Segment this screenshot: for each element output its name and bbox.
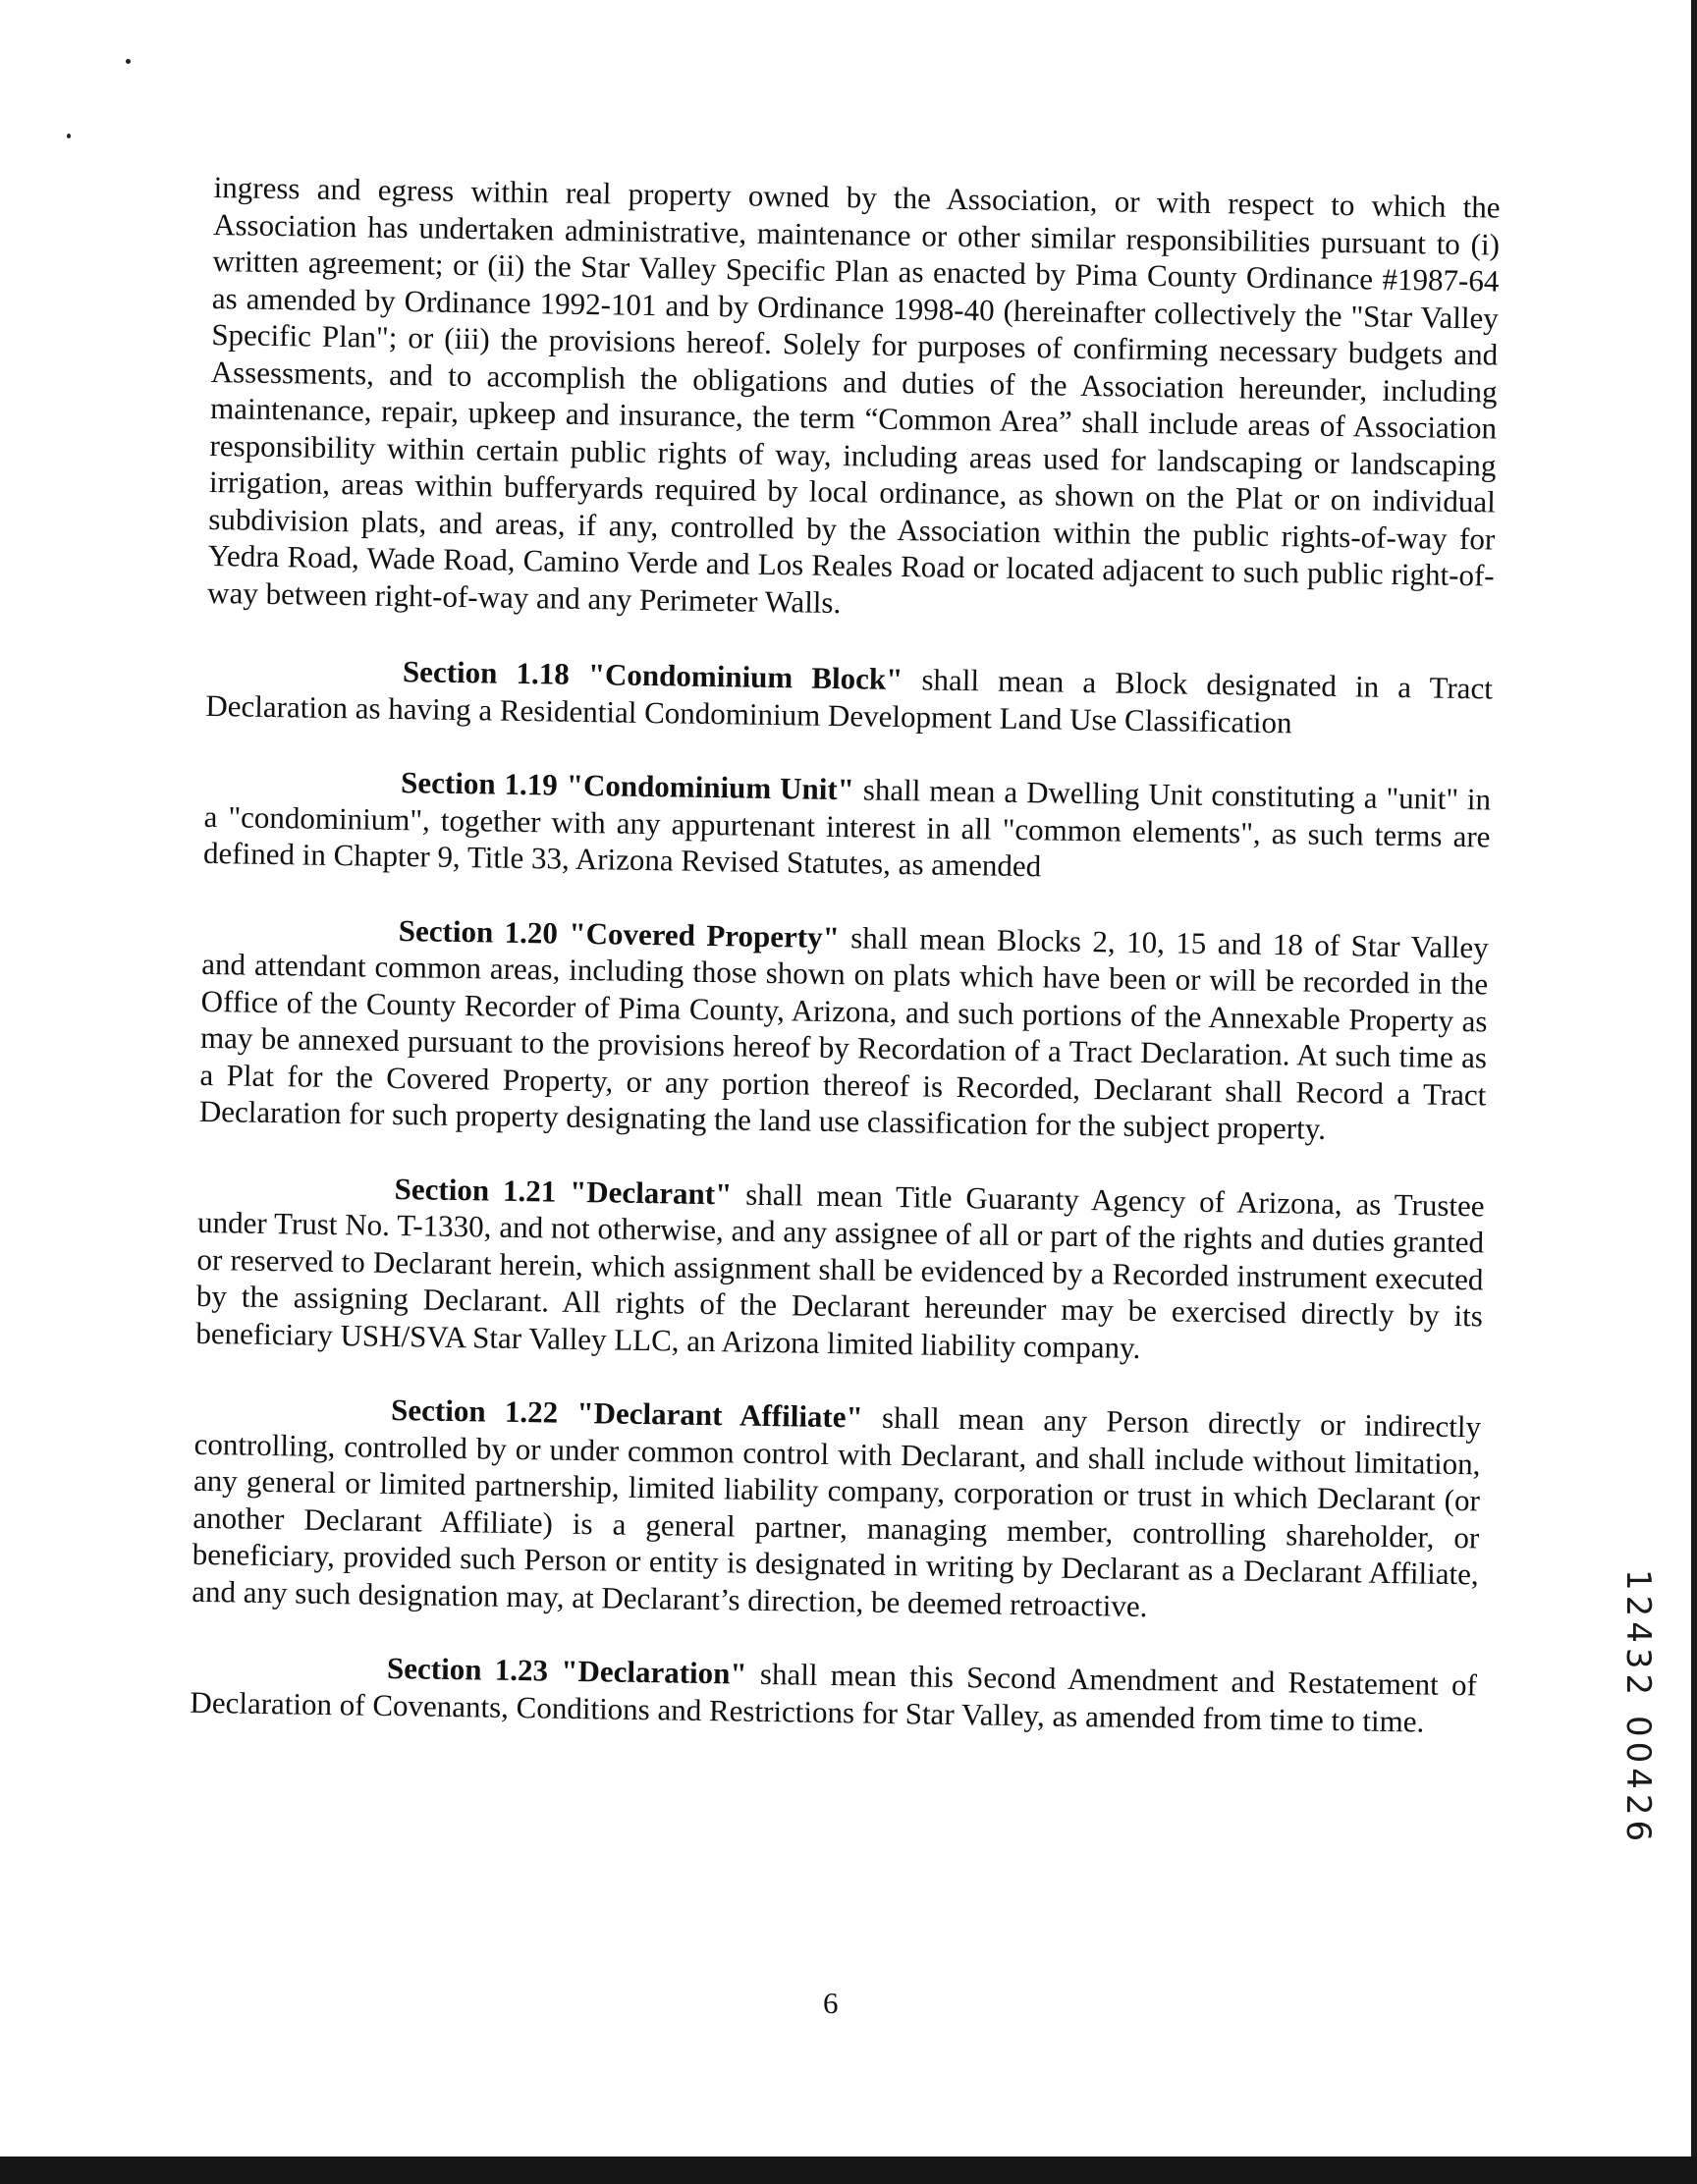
section-text: shall mean a Block designated in a Tract Declaration as having a Residential Condominium Development Land Use Classification xyxy=(205,662,1494,739)
section-1-22 xyxy=(192,1389,1481,1630)
section-heading: Section 1.19 "Condominium Unit" xyxy=(400,765,855,807)
intro-paragraph: ingress and egress within real property owned by the Association, or with respect to which the Association has undertaken administrative, maintenance or other similar responsibilities pursuant to (i) written agreement; or (ii) the Star Valley Specific Plan as enacted by Pima County Ordinance #1987-64 as amended by Ordinance 1992-101 and by Ordinance 1998-40 (hereinafter collectively the "Star Valley Specific Plan"; or (iii) the provisions hereof. Solely for purposes of confirming necessary budgets and Assessments, and to accomplish the obligations and duties of the Association hereunder, including maintenance, repair, upkeep and insurance, the term “Common Area” shall include areas of Association responsibility within certain public rights of way, including areas used for landscaping or landscaping irrigation, areas within bufferyards required by local ordinance, as shown on the Plat or on individual subdivision plats, and areas, if any, controlled by the Association within the public rights-of-way for Yedra Road, Wade Road, Camino Verde and Los Reales Road or located adjacent to such public right-of-way between right-of-way and any Perimeter Walls. xyxy=(206,169,1501,620)
section-1-20 xyxy=(199,908,1489,1150)
section-text: shall mean any Person directly or indirectly controlling, controlled by or under common control with Declarant, and shall include without limitation, any general or limited partnership, limited liability company, corporation or trust in which Declarant (or another Declarant Affiliate) is a general partner, managing member, controlling shareholder, or beneficiary, provided such Person or entity is designated in writing by Declarant as a Declarant Affiliate, and any such designation may, at Declarant’s direction, be deemed retroactive. xyxy=(191,1399,1482,1623)
document-body xyxy=(190,169,1501,1740)
section-heading: Section 1.21 "Declarant" xyxy=(394,1171,733,1211)
section-heading: Section 1.23 "Declaration" xyxy=(386,1650,747,1691)
section-text: shall mean Blocks 2, 10, 15 and 18 of Star Valley and attendant common areas, including those shown on plats which have been or will be recorded in the Office of the County Recorder of Pima County, Arizona, and such portions of the Annexable Property as may be annexed pursuant to the provisions hereof by Recordation of a Tract Declaration. At such time as a Plat for the Covered Property, or any portion thereof is Recorded, Declarant shall Record a Tract Declaration for such property designating the land use classification for the subject property. xyxy=(198,919,1490,1146)
section-heading: Section 1.20 "Covered Property" xyxy=(398,912,841,955)
section-heading: Section 1.22 "Declarant Affiliate" xyxy=(390,1392,864,1435)
page-number: 6 xyxy=(823,1986,839,2020)
recording-stamp xyxy=(1618,1569,1662,1864)
section-heading: Section 1.18 "Condominium Block" xyxy=(402,654,903,697)
scan-edge-bottom xyxy=(0,2157,1697,2184)
section-1-19 xyxy=(203,761,1492,892)
scan-speck xyxy=(67,134,71,138)
section-text: shall mean a Dwelling Unit constituting a "unit" in a "condominium", together with any appurtenant interest in all "common elements", as such terms are defined in Chapter 9, Title 33, Arizona Revised Statutes, as amended xyxy=(202,772,1492,884)
section-text: shall mean Title Guaranty Agency of Arizona, as Trustee under Trust No. T-1330, and not otherwise, and any assignee of all or part of the rights and duties granted or reserved to Declarant herein, which assignment shall be evidenced by a Recorded instrument executed by the assigning Declarant. All rights of the Declarant hereunder may be exercised directly by its beneficiary USH/SVA Star Valley LLC, an Arizona limited liability company. xyxy=(195,1175,1485,1365)
section-text: shall mean this Second Amendment and Restatement of Declaration of Covenants, Conditions and Restrictions for Star Valley, as amended from time to time. xyxy=(190,1656,1478,1739)
scan-speck xyxy=(126,59,131,64)
recording-stamp-number: 12432 00426 xyxy=(1618,1569,1658,1847)
section-1-21 xyxy=(195,1167,1485,1371)
scan-edge-right xyxy=(1691,0,1697,2184)
